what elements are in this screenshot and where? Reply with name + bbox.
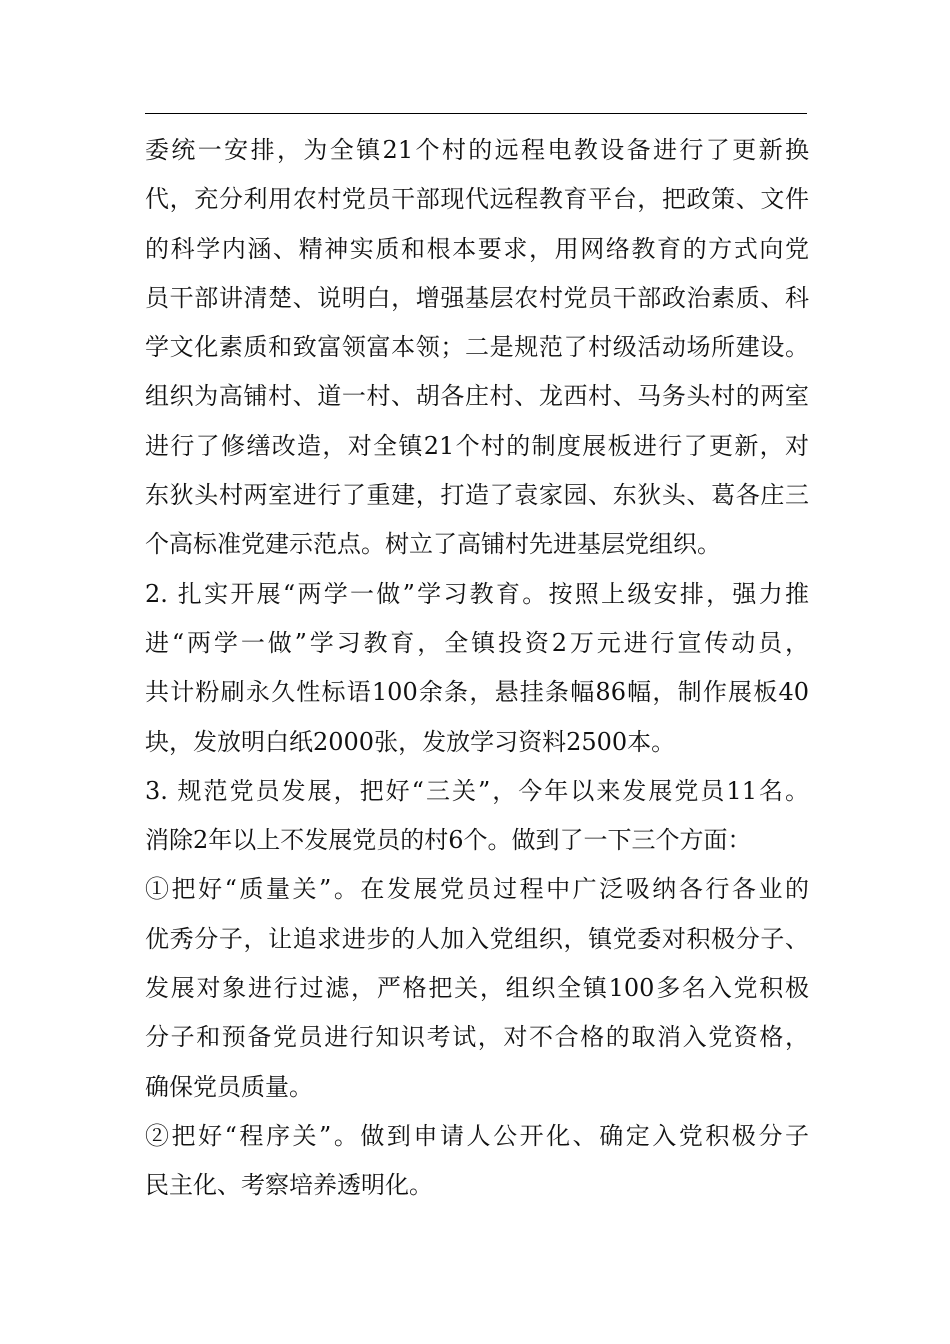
text-line: 消除2年以上不发展党员的村6个。做到了一下三个方面： <box>145 826 752 855</box>
text-line: 优秀分子，让追求进步的人加入党组织，镇党委对积极分子、 <box>145 924 809 953</box>
body-text <box>145 126 809 1211</box>
text-line: 代，充分利用农村党员干部现代远程教育平台，把政策、文件 <box>145 185 809 214</box>
text-line: 块，发放明白纸2000张，发放学习资料2500本。 <box>145 727 676 756</box>
text-line: 共计粉刷永久性标语100余条，悬挂条幅86幅，制作展板40 <box>145 678 809 707</box>
text-line: 组织为高铺村、道一村、胡各庄村、龙西村、马务头村的两室 <box>145 382 809 411</box>
text-line: 进行了修缮改造，对全镇21个村的制度展板进行了更新，对 <box>145 431 809 460</box>
text-line: ②把好“程序关”。做到申请人公开化、确定入党积极分子 <box>145 1121 809 1150</box>
header-rule <box>145 113 807 114</box>
text-line: 发展对象进行过滤，严格把关，组织全镇100多名入党积极 <box>145 974 809 1003</box>
text-line: 2. 扎实开展“两学一做”学习教育。按照上级安排，强力推 <box>145 579 809 608</box>
text-line: 民主化、考察培养透明化。 <box>145 1171 433 1200</box>
text-line: 委统一安排，为全镇21个村的远程电教设备进行了更新换 <box>145 136 809 164</box>
text-line: 分子和预备党员进行知识考试，对不合格的取消入党资格， <box>145 1023 809 1052</box>
text-line: 3. 规范党员发展，把好“三关”，今年以来发展党员11名。 <box>145 776 809 805</box>
text-line: 确保党员质量。 <box>145 1072 313 1101</box>
text-line: ①把好“质量关”。在发展党员过程中广泛吸纳各行各业的 <box>145 875 809 904</box>
text-line: 东狄头村两室进行了重建，打造了袁家园、东狄头、葛各庄三 <box>145 481 809 510</box>
text-line: 的科学内涵、精神实质和根本要求，用网络教育的方式向党 <box>145 234 809 263</box>
text-line: 员干部讲清楚、说明白，增强基层农村党员干部政治素质、科 <box>145 283 809 312</box>
text-line: 进“两学一做”学习教育，全镇投资2万元进行宣传动员， <box>145 628 809 657</box>
text-line: 学文化素质和致富领富本领；二是规范了村级活动场所建设。 <box>145 333 809 362</box>
text-line: 个高标准党建示范点。树立了高铺村先进基层党组织。 <box>145 530 721 559</box>
